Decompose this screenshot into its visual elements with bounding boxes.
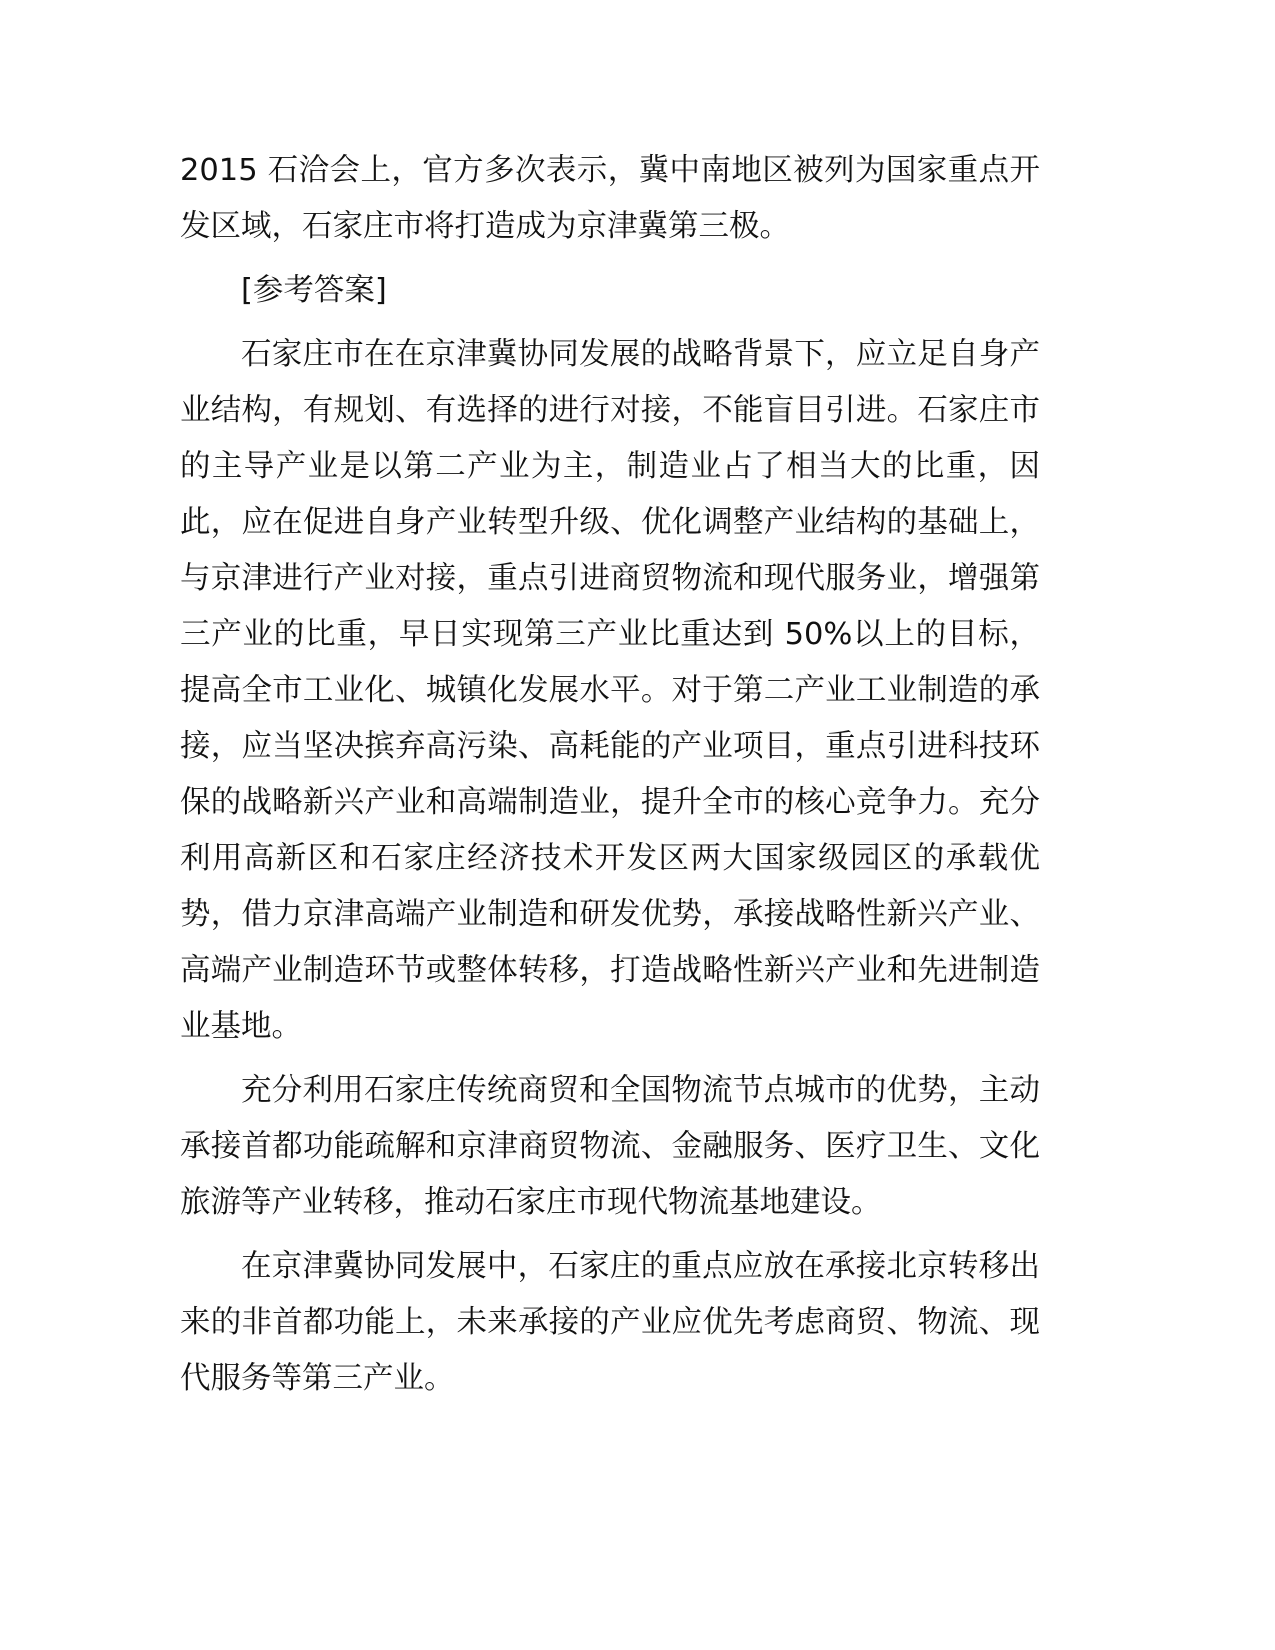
answer-paragraph-3: 在京津冀协同发展中，石家庄的重点应放在承接北京转移出来的非首都功能上，未来承接的产业应优先考虑商贸、物流、现代服务等第三产业。 [180, 1249, 1040, 1396]
document-body [180, 143, 1040, 1415]
answer-paragraph-1: 石家庄市在在京津冀协同发展的战略背景下，应立足自身产业结构，有规划、有选择的进行对接，不能盲目引进。石家庄市的主导产业是以第二产业为主，制造业占了相当大的比重，因此，应在促进自身产业转型升级、优化调整产业结构的基础上，与京津进行产业对接，重点引进商贸物流和现代服务业，增强第三产业的比重，早日实现第三产业比重达到 50%以上的目标，提高全市工业化、城镇化发展水平。对于第二产业工业制造的承接，应当坚决摈弃高污染、高耗能的产业项目，重点引进科技环保的战略新兴产业和高端制造业，提升全市的核心竞争力。充分利用高新区和石家庄经济技术开发区两大国家级园区的承载优势，借力京津高端产业制造和研发优势，承接战略性新兴产业、高端产业制造环节或整体转移，打造战略性新兴产业和先进制造业基地。 [180, 337, 1040, 1044]
reference-answer-heading: [参考答案] [241, 273, 387, 308]
intro-paragraph: 2015 石洽会上，官方多次表示，冀中南地区被列为国家重点开发区域，石家庄市将打造成为京津冀第三极。 [180, 153, 1040, 244]
answer-paragraph-2: 充分利用石家庄传统商贸和全国物流节点城市的优势，主动承接首都功能疏解和京津商贸物流、金融服务、医疗卫生、文化旅游等产业转移，推动石家庄市现代物流基地建设。 [180, 1073, 1040, 1220]
